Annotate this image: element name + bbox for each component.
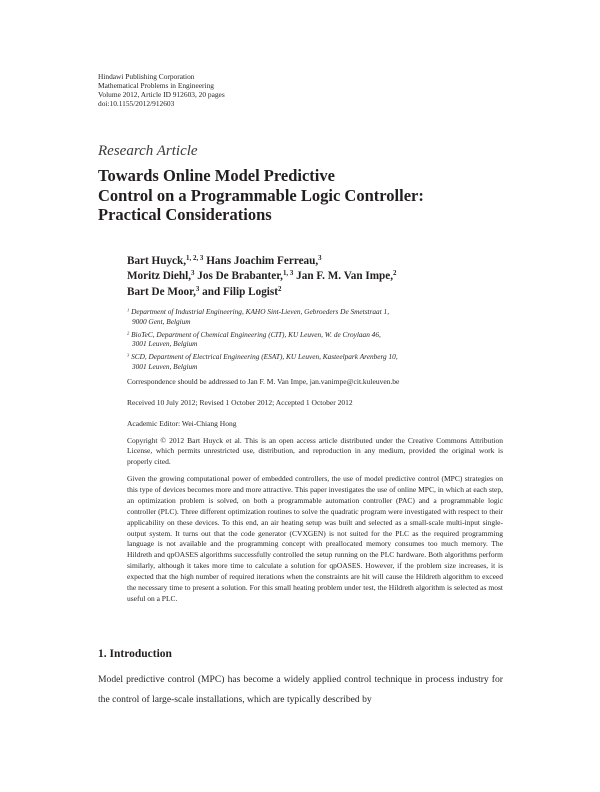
- affiliation-number: 1: [127, 307, 130, 313]
- author-affiliation-mark: 3: [195, 284, 200, 293]
- affiliation-text: Department of Industrial Engineering, KAHO Sint-Lieven, Gebroeders De Smetstraat 1,: [131, 307, 390, 316]
- doi-line: doi:10.1155/2012/912603: [98, 99, 175, 108]
- journal-name: Mathematical Problems in Engineering: [98, 81, 214, 90]
- editor-line: Academic Editor: Wei-Chiang Hong: [127, 419, 237, 428]
- author-name: and Filip Logist: [202, 285, 278, 298]
- dates-line: Received 10 July 2012; Revised 1 October 2012; Accepted 1 October 2012: [127, 398, 353, 407]
- author-affiliation-mark: 2: [393, 269, 397, 278]
- author-list: [127, 254, 397, 300]
- author-line: [127, 269, 397, 284]
- affiliation-text: BioTeC, Department of Chemical Engineering (CIT), KU Leuven, W. de Croylaan 46,: [131, 329, 381, 339]
- volume-line: Volume 2012, Article ID 912603, 20 pages: [98, 90, 225, 99]
- section-body: Model predictive control (MPC) has become a widely applied control technique in process industry for the control of large-scale installations, which are typically described by: [98, 674, 503, 705]
- affiliation-list: [127, 307, 507, 375]
- publisher-name: Hindawi Publishing Corporation: [98, 72, 195, 81]
- author-name: Bart De Moor,: [127, 285, 196, 298]
- affiliation: [127, 307, 507, 326]
- author-name: Hans Joachim Ferreau,: [206, 255, 319, 267]
- author-affiliation-mark: 3: [191, 269, 195, 278]
- abstract-text: Given the growing computational power of embedded controllers, the use of model predictive control (MPC) strategies on this type of devices becomes more and more attractive. This paper investigates the use of online MPC, in which at each step, an optimization problem is solved, on both a programmable automation controller (PAC) and a programmable logic controller (PLC). Three different optimization routines to solve the quadratic program were investigated with respect to their applicability on these devices. To this end, an air heating setup was built and selected as a small-scale multi-input single-output system. It turns out that the code generator (CVXGEN) is not suited for the PLC as the required programming language is not available and the programming concept with preallocated memory consumes too much memory. The Hildreth and qpOASES algorithms successfully controlled the setup running on the PLC hardware. Both algorithms perform similarly, although it takes more time to calculate a solution for qpOASES. However, if the problem size increases, it is expected that the high number of required iterations when the constraints are hit will cause the Hildreth algorithm to exceed the necessary time to present a solution. For this small heating problem under test, the Hildreth algorithm is selected as most useful on a PLC.: [127, 474, 503, 603]
- paper-title: [98, 166, 528, 225]
- author-name: Moritz Diehl,: [127, 270, 191, 283]
- affiliation-location: 3001 Leuven, Belgium: [132, 361, 198, 371]
- affiliation: [127, 330, 507, 349]
- affiliation: [127, 352, 507, 371]
- copyright-notice: Copyright © 2012 Bart Huyck et al. This is an open access article distributed under the Creative Commons Attribution License, which permits unrestricted use, distribution, and reproduction in any medium, provided the original work is properly cited.: [127, 436, 503, 466]
- author-line: [127, 254, 397, 269]
- article-type: Research Article: [98, 143, 198, 159]
- title-line: Practical Considerations: [98, 205, 272, 224]
- affiliation-number: 2: [127, 330, 130, 336]
- author-affiliation-mark: 3: [318, 254, 322, 263]
- title-line: Towards Online Model Predictive: [98, 166, 335, 185]
- author-line: [127, 285, 397, 300]
- title-line: Control on a Programmable Logic Controller:: [98, 185, 424, 205]
- affiliation-location: 3001 Leuven, Belgium: [132, 339, 198, 349]
- affiliation-text: SCD, Department of Electrical Engineering (ESAT), KU Leuven, Kasteelpark Arenberg 10,: [131, 352, 398, 362]
- author-name: Jos De Brabanter,: [197, 270, 283, 283]
- journal-header: [98, 72, 225, 108]
- affiliation-number: 3: [127, 352, 130, 358]
- author-name: Bart Huyck,: [127, 255, 187, 267]
- correspondence-line: Correspondence should be addressed to Jan F. M. Van Impe, jan.vanimpe@cit.kuleuven.be: [127, 377, 400, 386]
- affiliation-location: 9000 Gent, Belgium: [132, 316, 191, 326]
- author-affiliation-mark: 1, 3: [282, 269, 294, 278]
- author-name: Jan F. M. Van Impe,: [296, 270, 394, 283]
- author-affiliation-mark: 2: [278, 284, 282, 293]
- author-affiliation-mark: 1, 2, 3: [186, 254, 204, 263]
- section-heading: 1. Introduction: [98, 648, 172, 660]
